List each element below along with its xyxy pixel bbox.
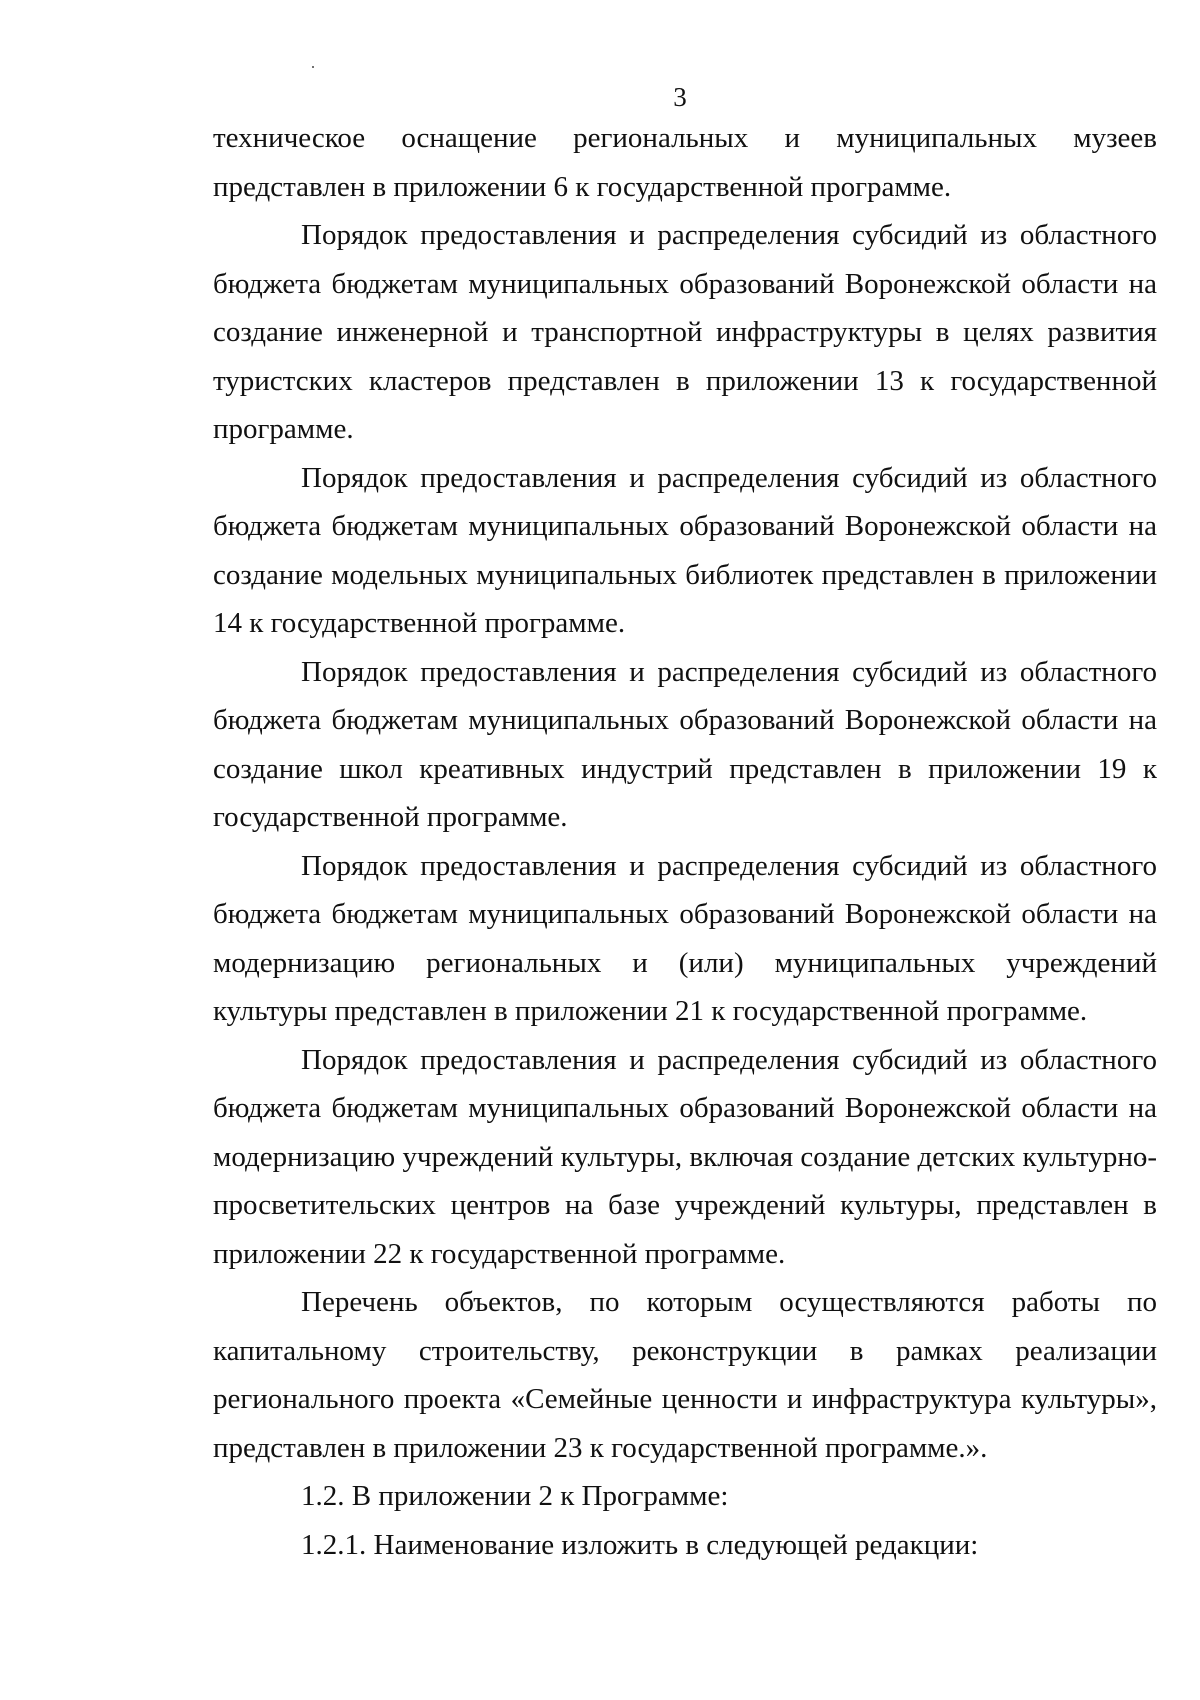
paragraph-item-1-2: 1.2. В приложении 2 к Программе: xyxy=(301,1480,729,1512)
paragraph-model-libraries: Порядок предоставления и распределения субсидий из областного бюджета бюджетам муниципальных образований Воронежской области на создание модельных муниципальных библиотек представлен в приложении 14 к государственной программе. xyxy=(213,461,1157,639)
paragraph-children-centers: Порядок предоставления и распределения субсидий из областного бюджета бюджетам муниципальных образований Воронежской области на модернизацию учреждений культуры, включая создание детских культурно-просветительских центров на базе учреждений культуры, представлен в приложении 22 к государственной программе. xyxy=(213,1043,1157,1270)
scan-speck xyxy=(312,66,314,68)
page-number: 3 xyxy=(673,82,687,112)
paragraph-item-1-2-1: 1.2.1. Наименование изложить в следующей редакции: xyxy=(301,1528,979,1561)
paragraph-tourist-clusters: Порядок предоставления и распределения субсидий из областного бюджета бюджетам муниципальных образований Воронежской области на создание инженерной и транспортной инфраструктуры в целях развития туристских кластеров представлен в приложении 13 к государственной программе. xyxy=(213,219,1157,445)
document-body xyxy=(213,114,1157,1569)
paragraph-capital-construction: Перечень объектов, по которым осуществляются работы по капитальному строительству, реконструкции в рамках реализации регионального проекта «Семейные ценности и инфраструктура культуры», представлен в приложении 23 к государственной программе.». xyxy=(213,1286,1157,1464)
paragraph-creative-schools: Порядок предоставления и распределения субсидий из областного бюджета бюджетам муниципальных образований Воронежской области на создание школ креативных индустрий представлен в приложении 19 к государственной программе. xyxy=(213,655,1157,833)
paragraph-continuation: техническое оснащение региональных и муниципальных музеев представлен в приложении 6 к государственной программе. xyxy=(213,122,1157,203)
paragraph-culture-modernization: Порядок предоставления и распределения субсидий из областного бюджета бюджетам муниципальных образований Воронежской области на модернизацию региональных и (или) муниципальных учреждений культуры представлен в приложении 21 к государственной программе. xyxy=(213,849,1157,1027)
